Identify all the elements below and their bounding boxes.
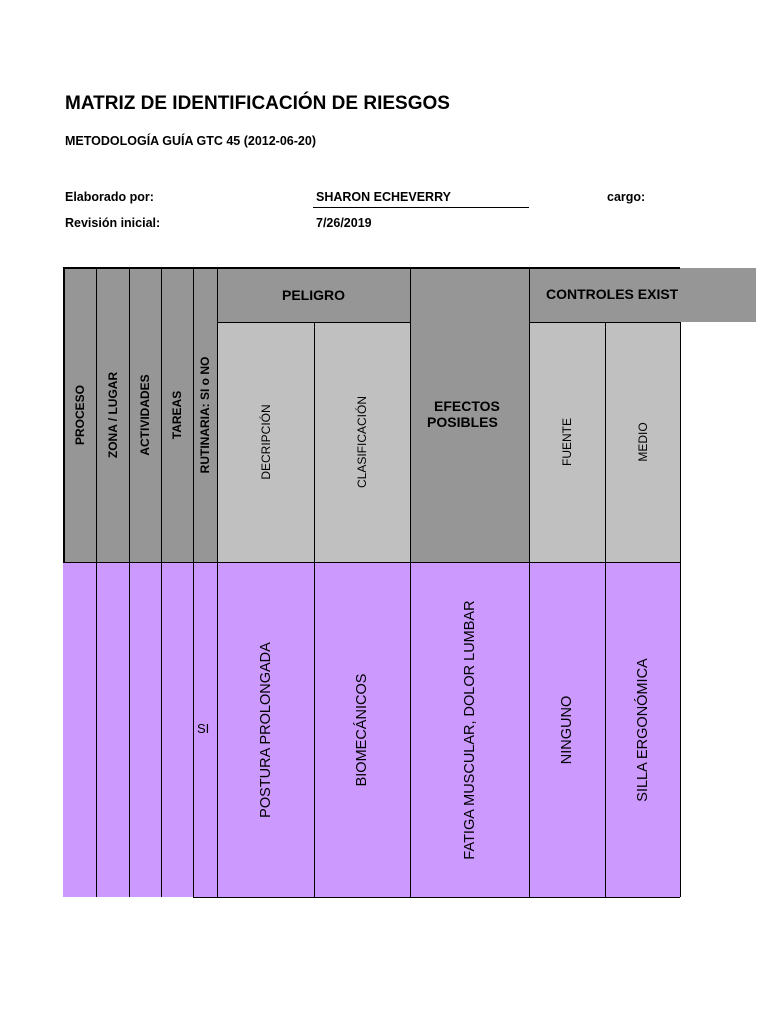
header-zona: [96, 268, 129, 562]
header-clasificacion: [314, 322, 410, 562]
col-divider-5: [217, 268, 218, 897]
col-divider-9: [605, 322, 606, 897]
header-tareas: [161, 268, 193, 562]
cell-rutinaria-value: SI: [197, 721, 210, 736]
header-efectos-line2: POSIBLES: [427, 414, 498, 430]
divider-header-row: [63, 562, 680, 563]
header-proceso: [63, 268, 96, 562]
table-right-border: [680, 322, 681, 897]
header-proceso-label: PROCESO: [72, 384, 87, 446]
col-divider-4: [193, 268, 194, 897]
header-rutinaria: [193, 268, 217, 562]
col-divider-8: [529, 268, 530, 897]
cell-fuente: [529, 562, 605, 897]
cell-medio: [605, 562, 680, 897]
header-clasificacion-label: CLASIFICACIÓN: [355, 395, 369, 489]
position-label: cargo:: [607, 190, 646, 204]
header-actividades-label: ACTIVIDADES: [138, 374, 152, 456]
prepared-by-value: SHARON ECHEVERRY: [316, 190, 451, 204]
header-medio-label: MEDIO: [635, 422, 650, 462]
cell-proceso: [63, 562, 96, 897]
cell-fuente-value: NINGUNO: [559, 695, 575, 764]
header-tareas-label: TAREAS: [170, 390, 184, 440]
revision-value: 7/26/2019: [316, 216, 372, 230]
header-peligro-label: PELIGRO: [281, 287, 345, 303]
header-peligro: [217, 268, 410, 322]
header-controles-label: CONTROLES EXIST: [546, 286, 679, 302]
revision-label: Revisión inicial:: [65, 216, 161, 230]
cell-efectos: [410, 562, 529, 897]
header-medio: [605, 322, 680, 562]
header-fuente-label: FUENTE: [560, 418, 574, 466]
header-rutinaria-label: RUTINARIA: SI o NO: [198, 356, 212, 474]
col-divider-3: [161, 268, 162, 897]
header-efectos: [410, 268, 529, 562]
col-divider-1: [96, 268, 97, 897]
col-divider-2: [129, 268, 130, 897]
cell-zona: [96, 562, 129, 897]
prepared-by-label: Elaborado por:: [65, 190, 154, 204]
header-descripcion-label: DECRIPCIÓN: [258, 404, 273, 480]
cell-clasificacion: [314, 562, 410, 897]
col-divider-6: [314, 322, 315, 897]
table-top-border: [63, 267, 680, 269]
table-left-border: [63, 267, 65, 562]
header-efectos-line1: EFECTOS: [434, 398, 500, 414]
cell-medio-value: SILLA ERGONÓMICA: [634, 657, 651, 802]
cell-rutinaria: [193, 562, 217, 897]
header-zona-label: ZONA / LUGAR: [105, 371, 120, 459]
document-subtitle: METODOLOGÍA GUÍA GTC 45 (2012-06-20): [65, 134, 316, 148]
cell-clasificacion-value: BIOMECÁNICOS: [354, 673, 370, 786]
cell-descripcion: [217, 562, 314, 897]
header-descripcion: [217, 322, 314, 562]
prepared-by-underline: [313, 207, 529, 208]
col-divider-7: [410, 268, 411, 897]
document-title: MATRIZ DE IDENTIFICACIÓN DE RIESGOS: [65, 93, 450, 114]
cell-efectos-value: FATIGA MUSCULAR, DOLOR LUMBAR: [461, 599, 478, 860]
table-bottom-border: [193, 897, 680, 898]
header-controles: [529, 268, 756, 322]
cell-tareas: [161, 562, 193, 897]
cell-descripcion-value: POSTURA PROLONGADA: [257, 641, 274, 818]
cell-actividades: [129, 562, 161, 897]
header-fuente: [529, 322, 605, 562]
header-actividades: [129, 268, 161, 562]
